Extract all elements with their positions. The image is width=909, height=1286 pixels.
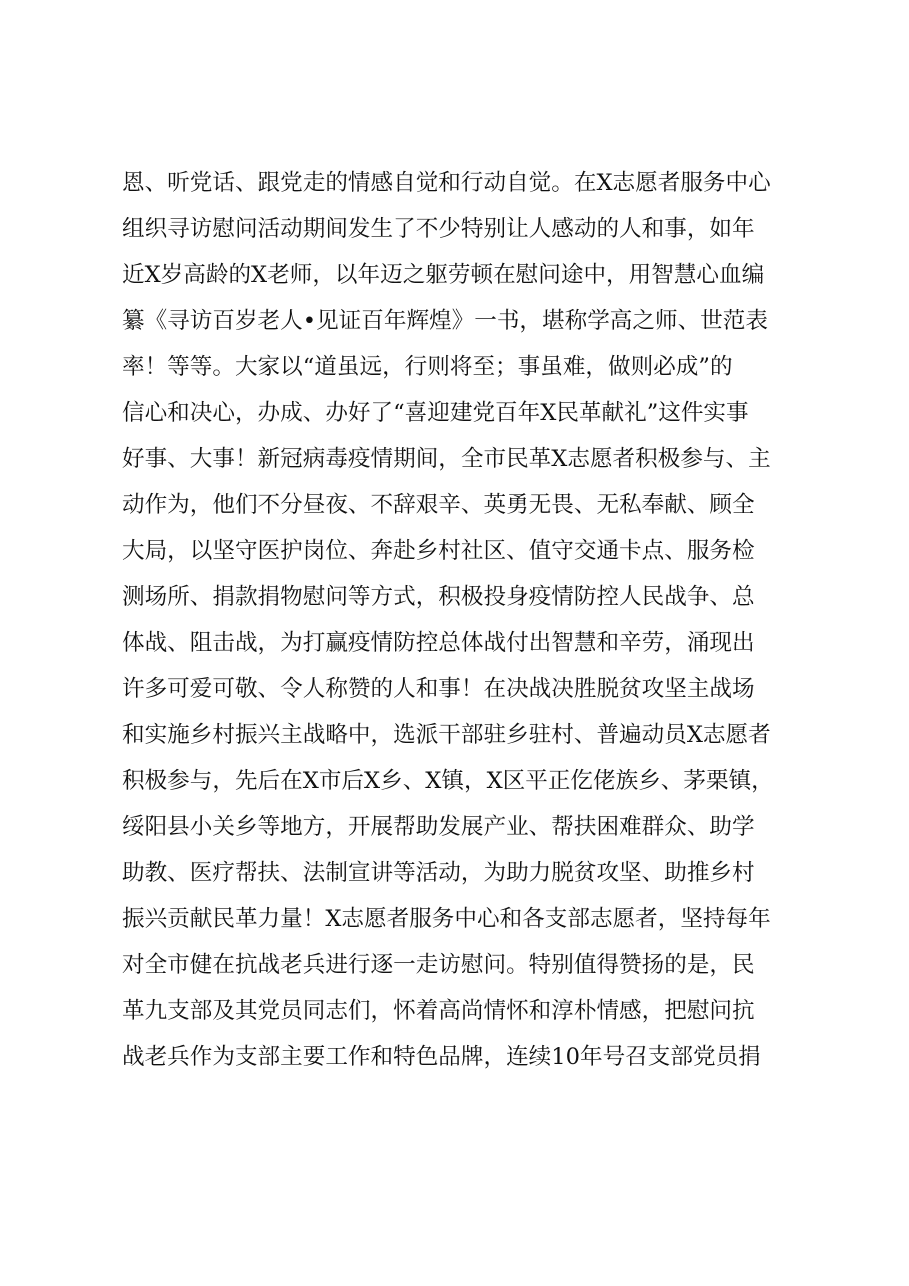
text-line: 好事、大事！新冠病毒疫情期间，全市民革X志愿者积极参与、主	[122, 446, 771, 472]
text-line: 信心和决心，办成、办好了“喜迎建党百年X民革献礼”这件实事	[122, 400, 749, 426]
text-line: 率！等等。大家以“道虽远，行则将至；事虽难，做则必成”的	[122, 354, 733, 380]
text-line: 助教、医疗帮扶、法制宣讲等活动，为助力脱贫攻坚、助推乡村	[122, 860, 755, 886]
text-line: 恩、听党话、跟党走的情感自觉和行动自觉。在X志愿者服务中心	[122, 170, 771, 196]
text-line: 绥阳县小关乡等地方，开展帮助发展产业、帮扶困难群众、助学	[122, 814, 755, 840]
text-line: 纂《寻访百岁老人•见证百年辉煌》一书，堪称学高之师、世范表	[122, 308, 768, 334]
body-text	[122, 160, 822, 1080]
text-line: 积极参与，先后在X市后X乡、X镇，X区平正仡佬族乡、茅栗镇，	[122, 768, 774, 794]
text-line: 振兴贡献民革力量！X志愿者服务中心和各支部志愿者，坚持每年	[122, 906, 771, 932]
text-line: 许多可爱可敬、令人称赞的人和事！在决战决胜脱贫攻坚主战场	[122, 676, 755, 702]
text-line: 战老兵作为支部主要工作和特色品牌，连续10年号召支部党员捐	[122, 1044, 761, 1070]
text-line: 近X岁高龄的X老师，以年迈之躯劳顿在慰问途中，用智慧心血编	[122, 262, 765, 288]
text-line: 和实施乡村振兴主战略中，选派干部驻乡驻村、普遍动员X志愿者	[122, 722, 771, 748]
text-line: 体战、阻击战，为打赢疫情防控总体战付出智慧和辛劳，涌现出	[122, 630, 755, 656]
text-line: 动作为，他们不分昼夜、不辞艰辛、英勇无畏、无私奉献、顾全	[122, 492, 755, 518]
text-line: 对全市健在抗战老兵进行逐一走访慰问。特别值得赞扬的是，民	[122, 952, 755, 978]
text-line: 组织寻访慰问活动期间发生了不少特别让人感动的人和事，如年	[122, 216, 755, 242]
text-line: 革九支部及其党员同志们，怀着高尚情怀和淳朴情感，把慰问抗	[122, 998, 755, 1024]
text-line: 测场所、捐款捐物慰问等方式，积极投身疫情防控人民战争、总	[122, 584, 755, 610]
text-line: 大局，以坚守医护岗位、奔赴乡村社区、值守交通卡点、服务检	[122, 538, 755, 564]
